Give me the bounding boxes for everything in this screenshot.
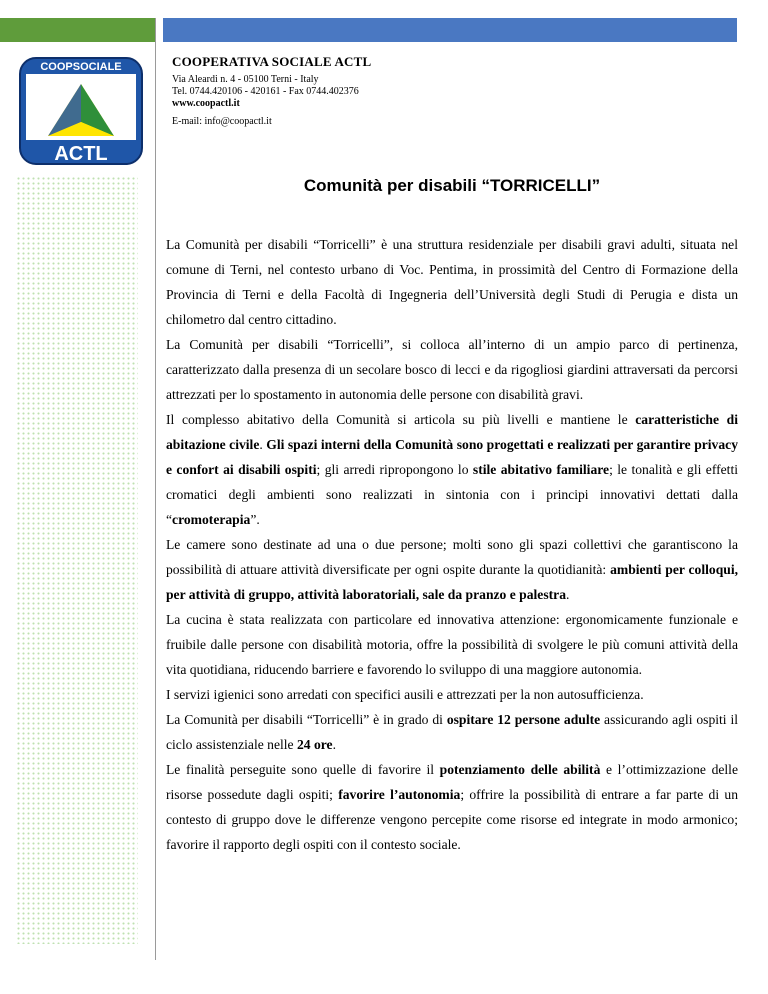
text: . bbox=[566, 587, 570, 602]
text: . bbox=[332, 737, 337, 752]
email-link[interactable]: E-mail: info@coopactl.it bbox=[172, 116, 272, 127]
paragraph-4 bbox=[166, 532, 738, 607]
text: La Comunità per disabili “Torricelli” è in grado di bbox=[166, 712, 447, 727]
paragraph-1 bbox=[166, 232, 738, 332]
bold-text: stile abitativo familiare bbox=[472, 462, 610, 477]
org-name: COOPERATIVA SOCIALE ACTL bbox=[172, 54, 372, 69]
bold-text: ambienti per colloqui, per attività di gruppo, attività laboratoriali, sale da pranzo e palestra bbox=[166, 562, 739, 602]
paragraph-6 bbox=[166, 682, 738, 707]
document-body bbox=[166, 232, 738, 857]
address: Via Aleardi n. 4 - 05100 Terni - Italy bbox=[172, 74, 319, 85]
text: . bbox=[259, 437, 267, 452]
paragraph-8 bbox=[166, 757, 738, 857]
phone-fax: Tel. 0744.420106 - 420161 - Fax 0744.402376 bbox=[172, 86, 359, 97]
logo-top-text: COOPSOCIALE bbox=[40, 61, 122, 73]
text: ; le tonalità e gli effetti cromatici degli ambienti sono realizzati in sintonia con i principi innovativi dettati dalla “ bbox=[166, 462, 738, 527]
decorative-dot-pattern bbox=[16, 176, 138, 944]
text: Le camere sono destinate ad una o due persone; molti sono gli spazi collettivi che garantiscono la possibilità di attuare attività diversificate per ogni ospite durante la quotidianità: bbox=[166, 537, 738, 577]
text: La Comunità per disabili “Torricelli”, si colloca all’interno di un ampio parco di pertinenza, caratterizzato dalla presenza di un secolare bosco di lecci e da rigogliosi giardini attraversati da percorsi attrezzati per lo spostamento in autonomia delle persone con disabilità gravi. bbox=[166, 337, 738, 402]
header-bar-green bbox=[0, 18, 156, 42]
text: ”. bbox=[250, 512, 260, 527]
paragraph-2 bbox=[166, 332, 738, 407]
text: La Comunità per disabili “Torricelli” è una struttura residenziale per disabili gravi adulti, situata nel comune di Terni, nel contesto urbano di Voc. Pentima, in prossimità del Centro di Formazione della Provincia di Terni e della Facoltà di Ingegneria dell’Università degli Studi di Perugia e dista un chilometro dal centro cittadino. bbox=[166, 237, 738, 327]
text: Il complesso abitativo della Comunità si articola su più livelli e mantiene le bbox=[166, 412, 636, 427]
bold-text: potenziamento delle abilità bbox=[439, 762, 601, 777]
text: ; offrire la possibilità di entrare a far parte di un contesto di gruppo dove le differenze vengono percepite come risorse ed integrate in modo armonico; favorire il rapporto degli ospiti con il contesto sociale. bbox=[166, 787, 738, 852]
bold-text: ospitare 12 persone adulte bbox=[446, 712, 601, 727]
website-link[interactable]: www.coopactl.it bbox=[172, 98, 240, 109]
header-bar-blue bbox=[163, 18, 737, 42]
margin-rule bbox=[155, 18, 156, 960]
paragraph-7 bbox=[166, 707, 738, 757]
paragraph-3 bbox=[166, 407, 738, 532]
text: ; gli arredi ripropongono lo bbox=[316, 462, 473, 477]
logo-bottom-text: ACTL bbox=[54, 143, 108, 165]
text: La cucina è stata realizzata con particolare ed innovativa attenzione: ergonomicamente funzionale e fruibile dalle persone con disabilità motoria, offre la possibilità di svolgere le più comuni attività della vita quotidiana, riducendo barriere e favorendo lo sviluppo di una maggiore autonomia. bbox=[166, 612, 738, 677]
bold-text: Gli spazi interni della Comunità sono progettati e realizzati per garantire privacy e confort ai disabili ospiti bbox=[166, 437, 738, 477]
actl-logo-icon bbox=[18, 56, 144, 166]
text: I servizi igienici sono arredati con specifici ausili e attrezzati per la non autosufficienza. bbox=[166, 687, 644, 702]
text: e l’ottimizzazione delle risorse possedute dagli ospiti; bbox=[166, 762, 738, 802]
paragraph-5 bbox=[166, 607, 738, 682]
text: assicurando agli ospiti il ciclo assistenziale nelle bbox=[166, 712, 738, 752]
letterhead bbox=[172, 54, 732, 128]
document-title: Comunità per disabili “TORRICELLI” bbox=[303, 176, 601, 195]
text: Le finalità perseguite sono quelle di favorire il bbox=[166, 762, 440, 777]
bold-text: caratteristiche di abitazione civile bbox=[166, 412, 739, 452]
bold-text: favorire l’autonomia bbox=[338, 787, 461, 802]
bold-text: cromoterapia bbox=[172, 512, 251, 527]
bold-text: 24 ore bbox=[296, 737, 333, 752]
